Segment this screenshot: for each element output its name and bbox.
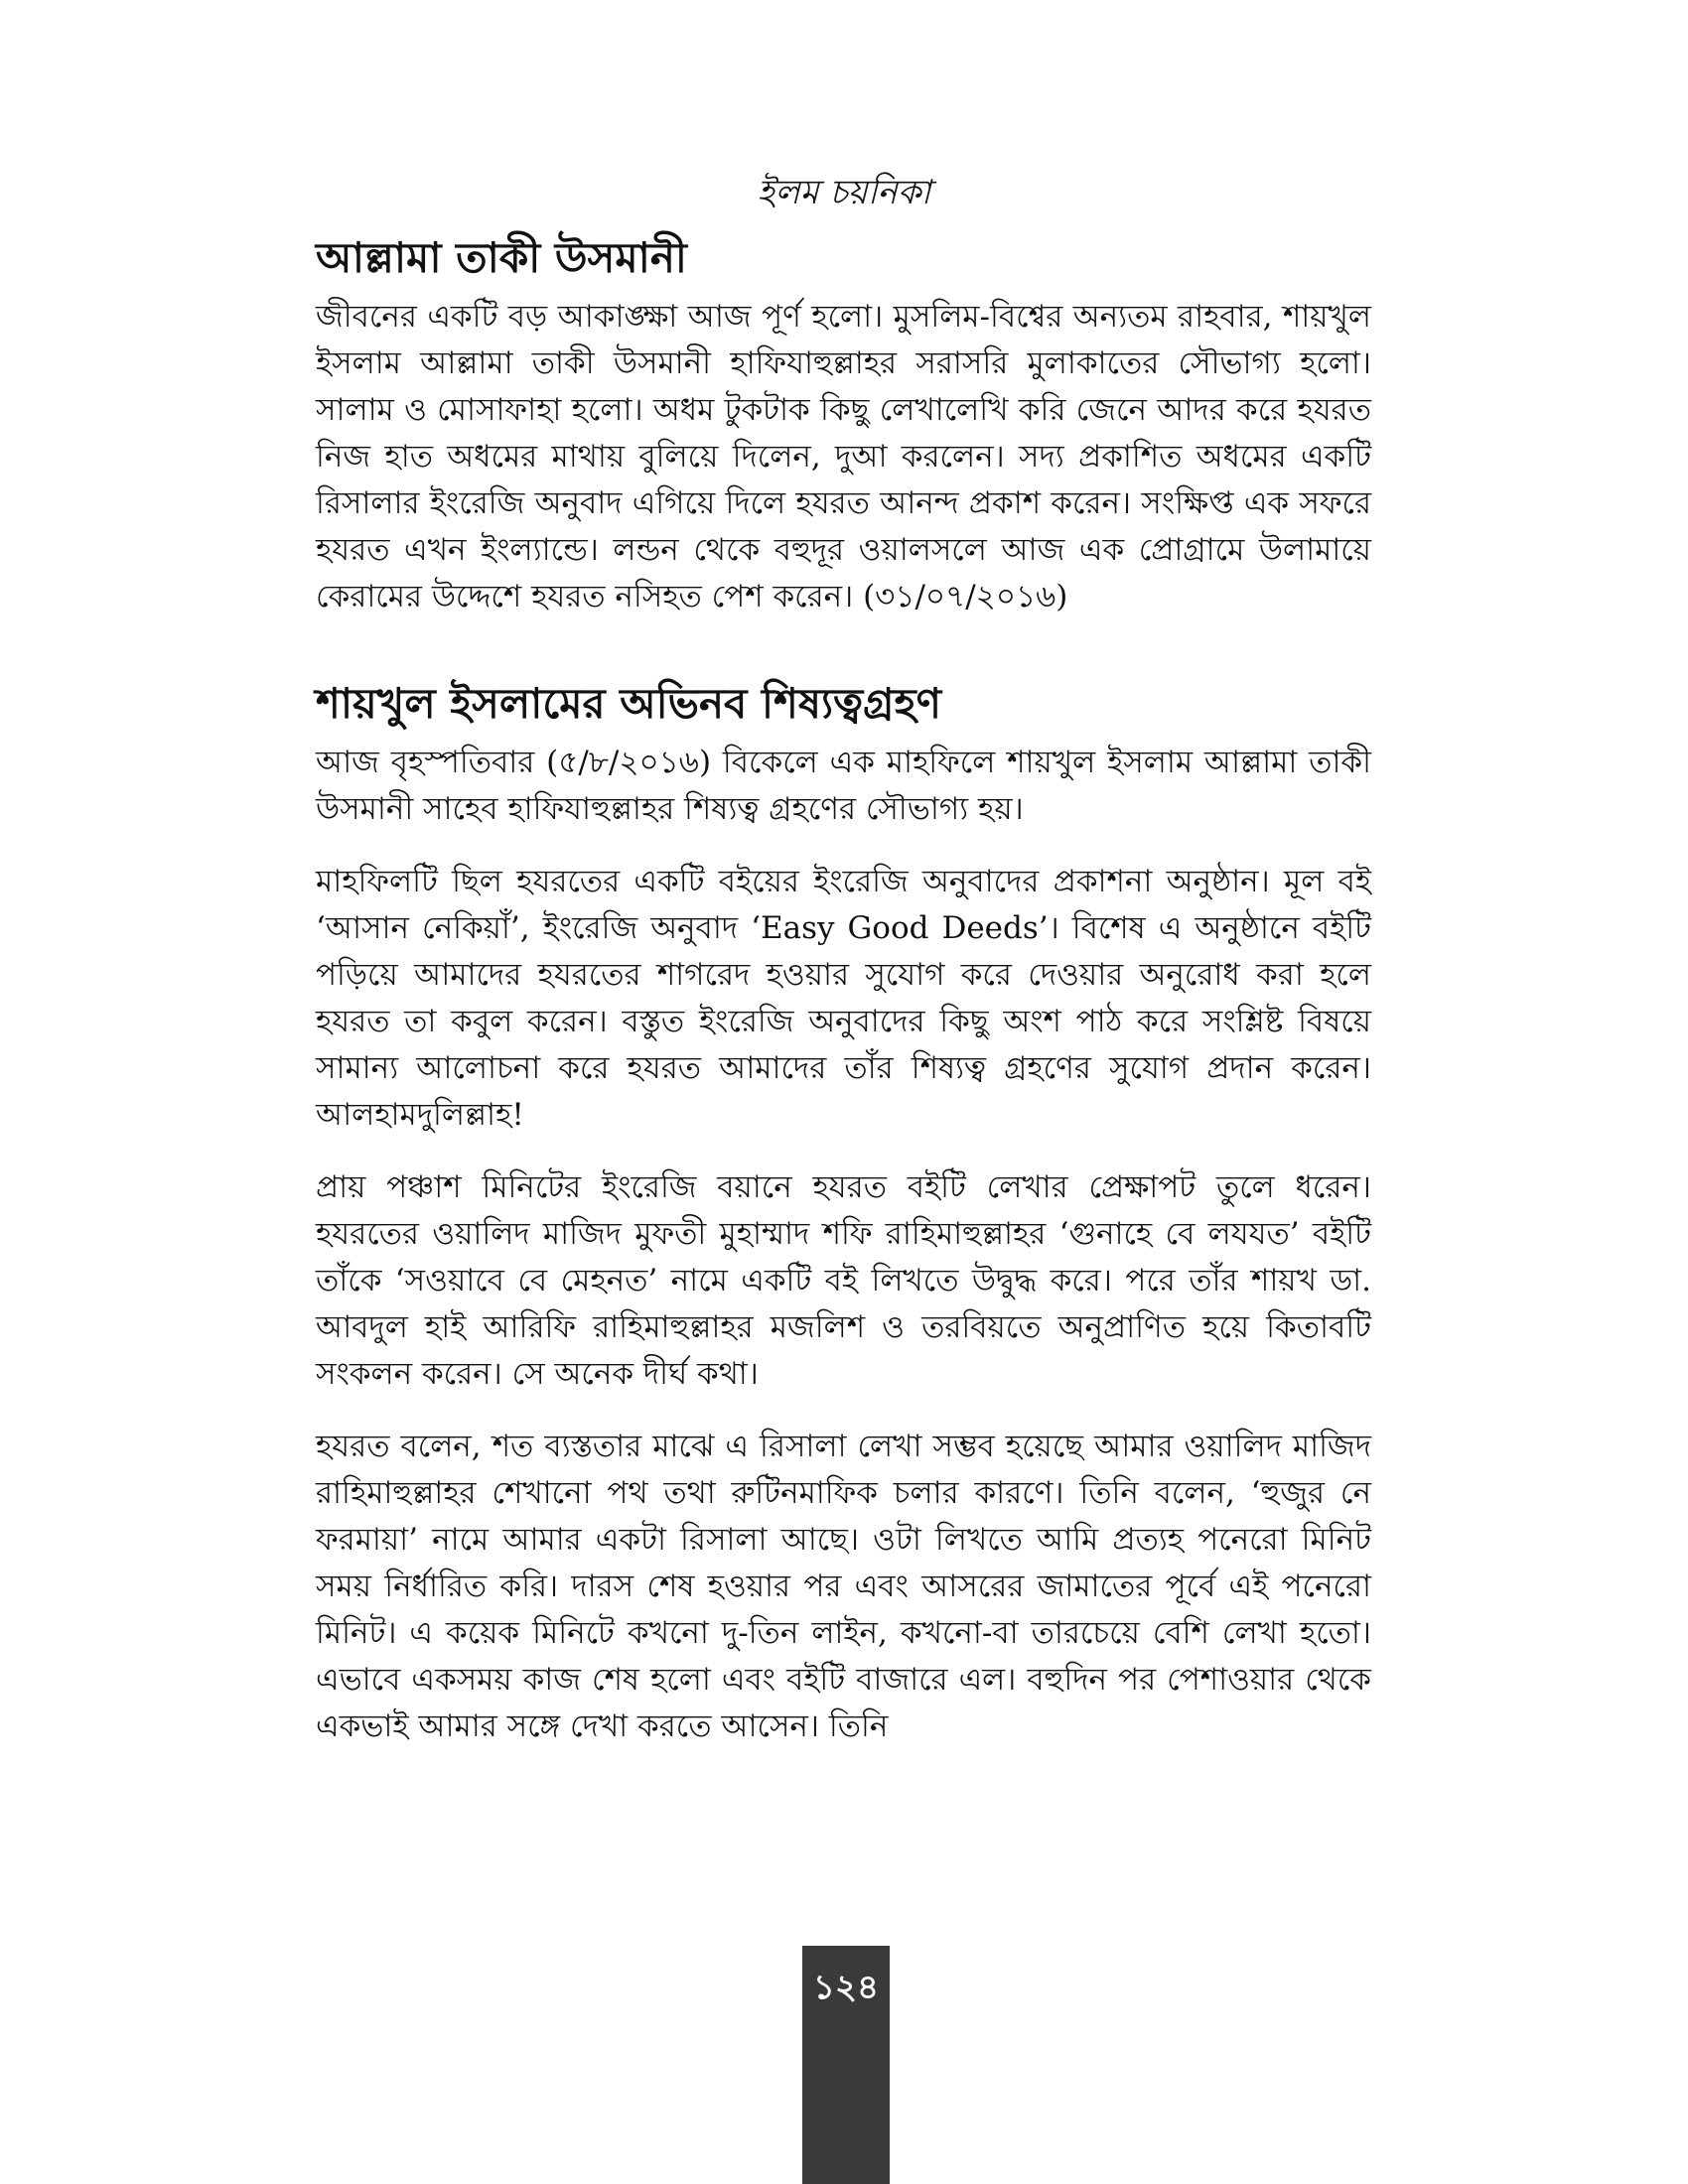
paragraph: মাহফিলটি ছিল হযরতের একটি বইয়ের ইংরেজি অনুবাদের প্রকাশনা অনুষ্ঠান। মূল বই ‘আসান নেকিয়াঁ’, ইংরেজি অনুবাদ ‘Easy Good Deeds’। বিশেষ এ অনুষ্ঠানে বইটি পড়িয়ে আমাদের হযরতের শাগরেদ হওয়ার সুযোগ করে দেওয়ার অনুরোধ করা হলে হযরত তা কবুল করেন। বস্তুত ইংরেজি অনুবাদের কিছু অংশ পাঠ করে সংশ্লিষ্ট বিষয়ে সামান্য আলোচনা করে হযরত আমাদের তাঁর শিষ্যত্ব গ্রহণের সুযোগ প্রদান করেন। আলহামদুলিল্লাহ! <box>316 864 1371 1133</box>
section-heading-discipleship: শায়খুল ইসলামের অভিনব শিষ্যত্বগ্রহণ <box>316 679 942 728</box>
paragraph: আজ বৃহস্পতিবার (৫/৮/২০১৬) বিকেলে এক মাহফিলে শায়খুল ইসলাম আল্লামা তাকী উসমানী সাহেব হাফিযাহুল্লাহর শিষ্যত্ব গ্রহণের সৌভাগ্য হয়। <box>316 745 1371 827</box>
section-heading-taqi-usmani: আল্লামা তাকী উসমানী <box>316 233 687 282</box>
page-content <box>316 230 1371 1776</box>
page-number-tab <box>802 1946 890 2184</box>
paragraph: জীবনের একটি বড় আকাঙ্ক্ষা আজ পূর্ণ হলো। মুসলিম-বিশ্বের অন্যতম রাহবার, শায়খুল ইসলাম আল্লামা তাকী উসমানী হাফিযাহুল্লাহর সরাসরি মুলাকাতের সৌভাগ্য হলো। সালাম ও মোসাফাহা হলো। অধম টুকটাক কিছু লেখালেখি করি জেনে আদর করে হযরত নিজ হাত অধমের মাথায় বুলিয়ে দিলেন, দুআ করলেন। সদ্য প্রকাশিত অধমের একটি রিসালার ইংরেজি অনুবাদ এগিয়ে দিলে হযরত আনন্দ প্রকাশ করেন। সংক্ষিপ্ত এক সফরে হযরত এখন ইংল্যান্ডে। লন্ডন থেকে বহুদূর ওয়ালসলে আজ এক প্রোগ্রামে উলামায়ে কেরামের উদ্দেশে হযরত নসিহত পেশ করেন। (৩১/০৭/২০১৬) <box>316 299 1371 614</box>
paragraph: হযরত বলেন, শত ব্যস্ততার মাঝে এ রিসালা লেখা সম্ভব হয়েছে আমার ওয়ালিদ মাজিদ রাহিমাহুল্লাহর শেখানো পথ তথা রুটিনমাফিক চলার কারণে। তিনি বলেন, ‘হুজুর নে ফরমায়া’ নামে আমার একটা রিসালা আছে। ওটা লিখতে আমি প্রত্যহ পনেরো মিনিট সময় নির্ধারিত করি। দারস শেষ হওয়ার পর এবং আসরের জামাতের পূর্বে এই পনেরো মিনিট। এ কয়েক মিনিটে কখনো দু-তিন লাইন, কখনো-বা তারচেয়ে বেশি লেখা হতো। এভাবে একসময় কাজ শেষ হলো এবং বইটি বাজারে এল। বহুদিন পর পেশাওয়ার থেকে একভাই আমার সঙ্গে দেখা করতে আসেন। তিনি <box>316 1429 1371 1744</box>
running-head: ইলম চয়নিকা <box>757 173 931 212</box>
page-number: ১২৪ <box>812 1968 880 2007</box>
paragraph: প্রায় পঞ্চাশ মিনিটের ইংরেজি বয়ানে হযরত বইটি লেখার প্রেক্ষাপট তুলে ধরেন। হযরতের ওয়ালিদ মাজিদ মুফতী মুহাম্মাদ শফি রাহিমাহুল্লাহর ‘গুনাহে বে লযযত’ বইটি তাঁকে ‘সওয়াবে বে মেহনত’ নামে একটি বই লিখতে উদ্বুদ্ধ করে। পরে তাঁর শায়খ ডা. আবদুল হাই আরিফি রাহিমাহুল্লাহর মজলিশ ও তরবিয়তে অনুপ্রাণিত হয়ে কিতাবটি সংকলন করেন। সে অনেক দীর্ঘ কথা। <box>316 1169 1371 1392</box>
